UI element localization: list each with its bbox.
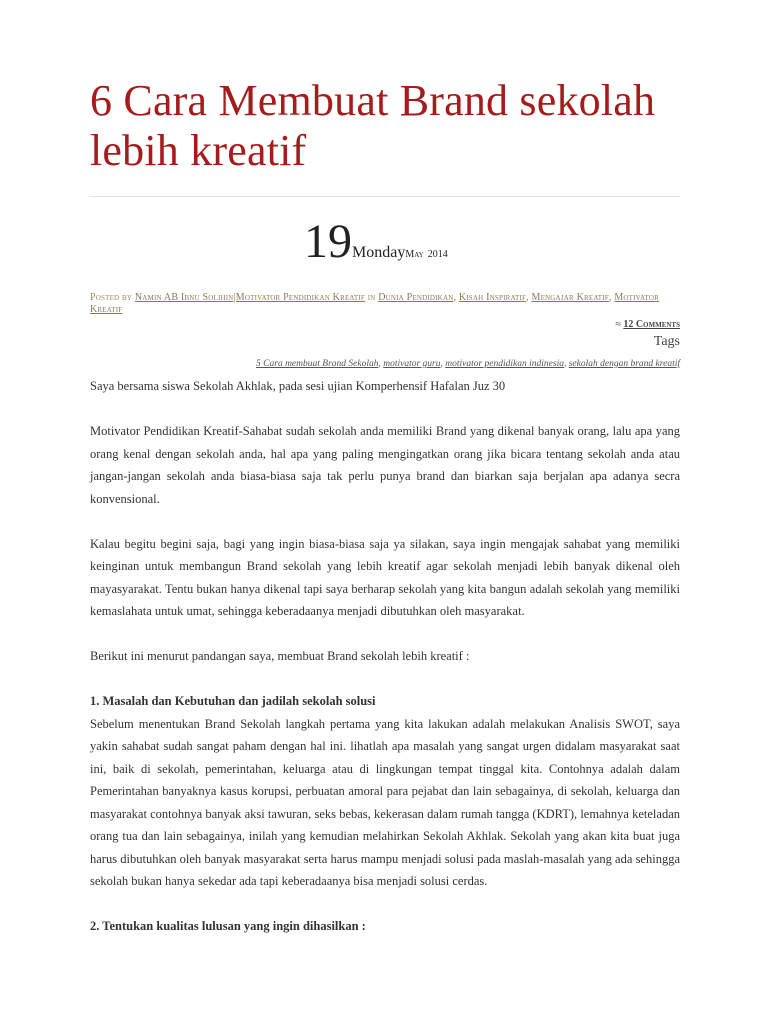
comments-count: [615, 319, 680, 330]
tag-link-brand-sekolah[interactable]: 5 Cara membuat Brand Sekolah: [256, 359, 379, 369]
date-year: 2014: [427, 249, 448, 260]
posted-by-label: Posted by: [90, 292, 133, 303]
tags-list: 5 Cara membuat Brand Sekolah, motivator guru, motivator pendidikan indinesia, sekolah dengan brand kreatif: [256, 359, 680, 369]
page-title: 6 Cara Membuat Brand sekolah lebih kreatif: [90, 76, 656, 175]
category-link-kisah-inspiratif[interactable]: Kisah Inspiratif: [458, 292, 527, 303]
paragraph: Berikut ini menurut pandangan saya, membuat Brand sekolah lebih kreatif :: [90, 649, 470, 663]
author-link[interactable]: Namin AB Ibnu Solihin|Motivator Pendidikan Kreatif: [134, 292, 365, 303]
category-link-motivator-kreatif[interactable]: Motivator Kreatif: [90, 292, 659, 315]
category-link-dunia-pendidikan[interactable]: Dunia Pendidikan: [378, 292, 454, 303]
date-weekday: Monday: [352, 244, 406, 261]
section-heading-2: 2. Tentukan kualitas lulusan yang ingin dihasilkan :: [90, 919, 366, 933]
tag-link-motivator-guru[interactable]: motivator guru: [383, 359, 441, 369]
paragraph: Sebelum menentukan Brand Sekolah langkah pertama yang kita lakukan adalah melakukan Analisis SWOT, saya yakin sahabat sudah sangat paham dengan hal ini. lihatlah apa masalah yang sangat urgen didalam masyarakat saat ini, baik di sekolah, pemerintahan, keluarga atau di lingkungan tempat tinggal kita. Contohnya adalah dalam Pemerintahan banyaknya kasus korupsi, perbuatan amoral para pejabat dan lain sebagainya, di sekolah, keluarga dan masyarakat contohnya banyak aksi tawuran, seks bebas, kekerasan dalam rumah tangga (KDRT), lemahnya keteladan orang tua dan lain sebagainya, inilah yang kemudian melahirkan Sekolah Akhlak. Sekolah yang akan kita buat juga harus dibutuhkan oleh banyak masyarakat serta harus mampu menjadi solusi pada maslah-masalah yang ada sehingga sekolah bukan hanya sekedar ada tapi keberadaanya bisa menjadi solusi cerdas.: [90, 716, 680, 888]
section-heading-1: 1. Masalah dan Kebutuhan dan jadilah sekolah solusi: [90, 694, 376, 708]
category-link-mengajar-kreatif[interactable]: Mengajar Kreatif: [531, 292, 609, 303]
comments-link[interactable]: 12 Comments: [623, 319, 680, 330]
paragraph: Motivator Pendidikan Kreatif-Sahabat sudah sekolah anda memiliki Brand yang dikenal banyak orang, lalu apa yang orang kenal dengan sekolah anda, hal apa yang paling mengingatkan orang jika bicara tentang sekolah anda atau jangan-jangan sekolah anda biasa-biasa saja tak perlu punya brand dan biarkan saja berjalan apa adanya secra konvensional.: [90, 424, 680, 506]
tag-link-sekolah-brand-kreatif[interactable]: sekolah dengan brand kreatif: [568, 359, 680, 369]
comment-icon: ≈: [615, 319, 621, 330]
date-month: May: [405, 249, 424, 260]
paragraph: Kalau begitu begini saja, bagi yang ingin biasa-biasa saja ya silakan, saya ingin mengajak sahabat yang memiliki keinginan untuk membangun Brand sekolah yang lebih kreatif agar sekolah menjadi lebih banyak dikenal oleh mayasyarakat. Tentu bukan hanya dikenal tapi saya berharap sekolah yang kita bangun adalah sekolah yang memiliki kemaslahata untuk umat, sehingga keberadaanya menjadi dibutuhkan oleh masyarakat.: [90, 536, 680, 618]
title-divider: [90, 196, 680, 197]
tags-heading: Tags: [653, 334, 680, 349]
in-label: in: [367, 292, 376, 303]
tag-link-motivator-pendidikan[interactable]: motivator pendidikan indinesia: [445, 359, 564, 369]
date-day: 19: [304, 215, 352, 268]
post-body: [90, 375, 680, 938]
post-meta: Posted by Namin AB Ibnu Solihin|Motivator Pendidikan Kreatif in Dunia Pendidikan, Kisah Inspiratif, Mengajar Kreatif, Motivator Kreatif: [90, 292, 659, 315]
post-date: [304, 215, 448, 268]
image-caption: Saya bersama siswa Sekolah Akhlak, pada sesi ujian Komperhensif Hafalan Juz 30: [90, 379, 506, 393]
